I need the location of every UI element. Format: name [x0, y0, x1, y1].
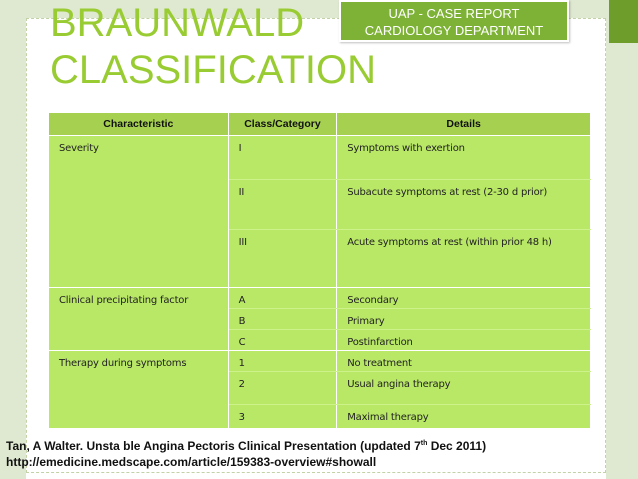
reference-line-1: [6, 436, 626, 454]
reference-text: Tan, A Walter. Unsta ble Angina Pectoris Clinical Presentation (updated 7: [6, 439, 421, 453]
cell-details: Subacute symptoms at rest (2-30 d prior): [337, 180, 591, 230]
department-header-box: [339, 0, 569, 42]
slide-title: [50, 0, 380, 94]
reference-superscript: th: [420, 440, 428, 447]
header-line-1: UAP - CASE REPORT: [388, 6, 520, 21]
reference-date: Dec 2011): [427, 439, 487, 453]
cell-class: 1: [228, 351, 337, 372]
cell-class: I: [228, 136, 337, 180]
cell-class: 2: [228, 372, 337, 405]
cell-characteristic: Severity: [49, 136, 229, 288]
table-row: [49, 288, 591, 309]
cell-details: Primary: [337, 309, 591, 330]
table-row: [49, 136, 591, 180]
reference-url[interactable]: http://emedicine.medscape.com/article/159383-overview#showall: [6, 455, 377, 469]
header-line-2: CARDIOLOGY DEPARTMENT: [364, 23, 544, 38]
braunwald-table: [48, 112, 591, 429]
cell-class: III: [228, 230, 337, 288]
title-line-2: CLASSIFICATION: [50, 48, 376, 92]
cell-details: Acute symptoms at rest (within prior 48 h): [337, 230, 591, 288]
table-header-row: [49, 113, 591, 136]
cell-class: B: [228, 309, 337, 330]
header-class-category: Class/Category: [228, 113, 337, 136]
cell-class: C: [228, 330, 337, 351]
cell-characteristic: Therapy during symptoms: [49, 351, 229, 429]
cell-details: Maximal therapy: [337, 405, 591, 429]
header-characteristic: Characteristic: [49, 113, 229, 136]
cell-details: No treatment: [337, 351, 591, 372]
reference-citation: [6, 436, 626, 470]
accent-bar: [609, 0, 638, 43]
cell-details: Secondary: [337, 288, 591, 309]
cell-details: Symptoms with exertion: [337, 136, 591, 180]
cell-characteristic: Clinical precipitating factor: [49, 288, 229, 351]
cell-class: II: [228, 180, 337, 230]
table-row: [49, 351, 591, 372]
title-line-1: BRAUNWALD: [50, 1, 305, 45]
cell-class: A: [228, 288, 337, 309]
cell-details: Postinfarction: [337, 330, 591, 351]
header-details: Details: [337, 113, 591, 136]
cell-details: Usual angina therapy: [337, 372, 591, 405]
cell-class: 3: [228, 405, 337, 429]
